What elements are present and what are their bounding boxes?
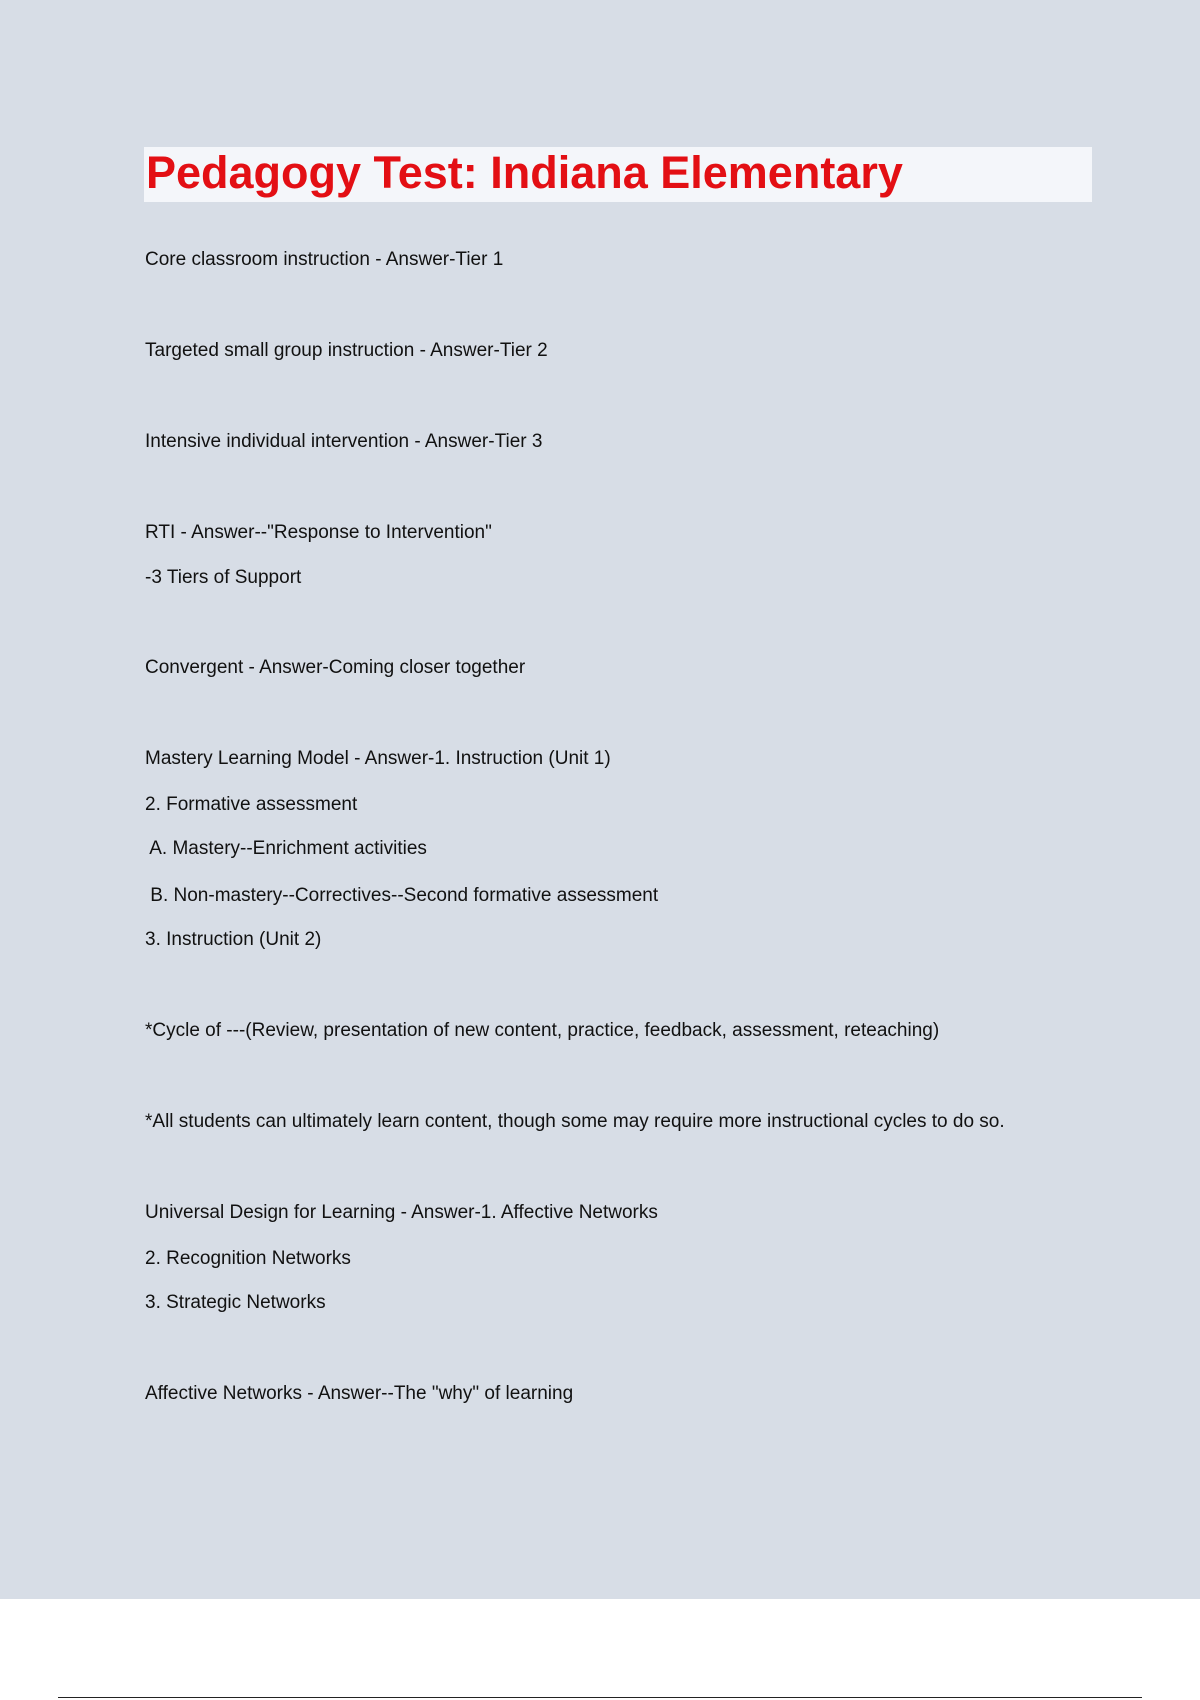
- text-line: Universal Design for Learning - Answer-1. Affective Networks: [145, 1202, 658, 1223]
- text-line: Intensive individual intervention - Answer-Tier 3: [145, 431, 543, 452]
- text-line: *Cycle of ---(Review, presentation of new content, practice, feedback, assessment, reteaching): [145, 1020, 940, 1041]
- text-line: Convergent - Answer-Coming closer together: [145, 657, 526, 678]
- text-line: Affective Networks - Answer--The "why" of learning: [145, 1383, 574, 1404]
- text-line: Core classroom instruction - Answer-Tier 1: [145, 249, 504, 270]
- text-line: 3. Instruction (Unit 2): [145, 929, 322, 950]
- text-line: -3 Tiers of Support: [145, 567, 302, 588]
- footer-divider: [58, 1697, 1142, 1698]
- text-line: Targeted small group instruction - Answer-Tier 2: [145, 340, 548, 361]
- text-line: 3. Strategic Networks: [145, 1292, 326, 1313]
- text-line: Mastery Learning Model - Answer-1. Instruction (Unit 1): [145, 748, 611, 769]
- text-line: A. Mastery--Enrichment activities: [145, 838, 427, 859]
- document-title: Pedagogy Test: Indiana Elementary: [146, 147, 903, 198]
- text-line: *All students can ultimately learn content, though some may require more instructional cycles to do so.: [145, 1111, 1005, 1132]
- text-line: 2. Formative assessment: [145, 794, 358, 815]
- text-line: B. Non-mastery--Correctives--Second formative assessment: [145, 885, 659, 906]
- text-line: 2. Recognition Networks: [145, 1248, 351, 1269]
- text-line: RTI - Answer--"Response to Intervention": [145, 522, 492, 543]
